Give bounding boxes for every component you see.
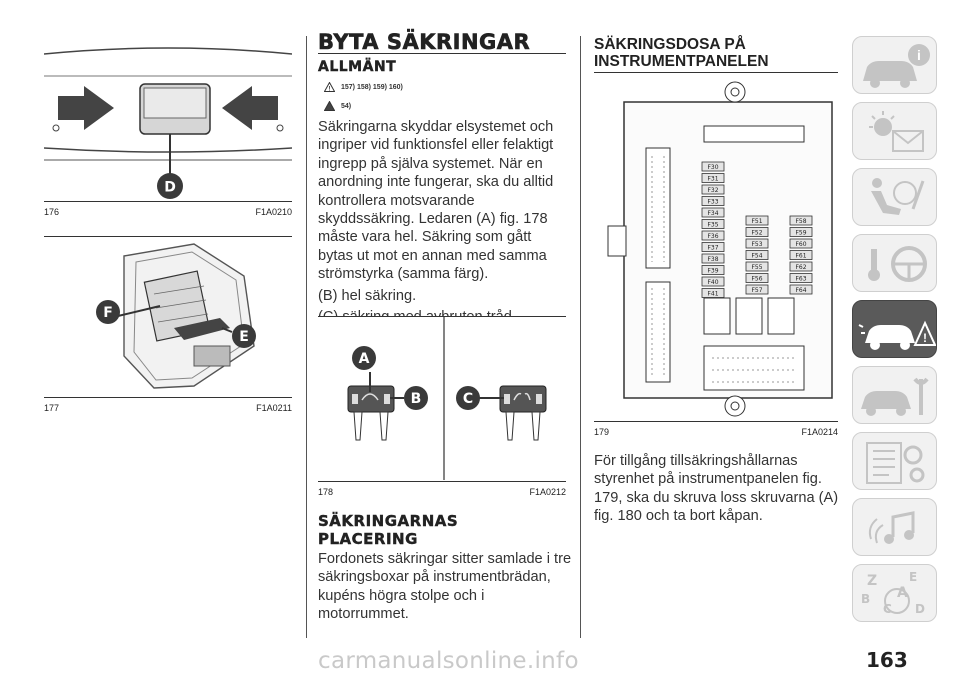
- figure-178-label-c: C: [462, 391, 474, 407]
- svg-text:Z: Z: [867, 573, 878, 589]
- fuse-label: F40: [707, 279, 719, 286]
- svg-text:B: B: [861, 592, 871, 606]
- svg-text:i: i: [917, 47, 921, 63]
- fuse-label: F30: [707, 164, 719, 171]
- svg-text:E: E: [909, 570, 918, 584]
- fuse-label: F59: [795, 229, 807, 237]
- fuse-label: F58: [795, 218, 807, 225]
- figure-178-number: 178: [318, 487, 334, 497]
- warning-references-2: 54): [341, 102, 352, 110]
- section2-title-line1: SÄKRINGARNAS: [318, 512, 459, 530]
- fuse-label: F64: [795, 287, 807, 294]
- page-number: 163: [866, 648, 908, 672]
- figure-178-code: F1A0212: [529, 487, 566, 497]
- fuse-label: F33: [707, 198, 719, 206]
- fuse-column-3: [790, 216, 812, 294]
- fuse-column-2: [746, 216, 768, 294]
- fuse-label: F52: [751, 229, 763, 237]
- airbag-seat-icon: [853, 169, 937, 226]
- lights-message-icon: [853, 103, 937, 160]
- figure-177-label-e: E: [239, 329, 249, 345]
- fuse-label: F38: [707, 256, 719, 263]
- section2-body: [318, 550, 572, 627]
- multimedia-icon: [853, 499, 937, 556]
- svg-text:C: C: [883, 602, 892, 616]
- figure-178: [318, 316, 566, 498]
- figure-179-code: F1A0214: [801, 427, 838, 437]
- figure-179-illustration: [594, 76, 838, 420]
- section2-paragraph: Fordonets säkringar sitter samlade i tre säkringsboxar på instrumentbrädan, kupéns högra stolpe och i motorrummet.: [318, 551, 572, 623]
- section-title-byta-sakringar: BYTA SÄKRINGAR: [318, 30, 531, 54]
- watermark: carmanualsonline.info: [318, 648, 579, 674]
- figure-176-label-d: D: [164, 179, 176, 196]
- figure-178-illustration: [318, 316, 566, 480]
- section1-item-b: (B) hel säkring.: [318, 287, 417, 304]
- fuse-label: F63: [795, 275, 807, 283]
- figure-176-illustration: [44, 36, 292, 200]
- tab-multimedia[interactable]: [852, 498, 937, 556]
- section3-paragraph: För tillgång tillsäkringshållarnas styrenhet på instrumentpanelen fig. 179, ska du skruva loss skruvarna (A) fig. 180 och ta bort kåpan.: [594, 453, 839, 525]
- figure-177: [44, 236, 292, 414]
- tab-index[interactable]: [852, 564, 937, 622]
- tab-maintenance[interactable]: [852, 366, 937, 424]
- emergency-car-icon: [853, 301, 937, 358]
- fuse-blown: [500, 386, 546, 440]
- fuse-label: F39: [707, 267, 719, 275]
- tab-technical-data[interactable]: [852, 432, 937, 490]
- fuse-label: F55: [751, 264, 763, 271]
- fuse-label: F41: [707, 290, 719, 298]
- fuse-label: F62: [795, 264, 807, 271]
- fuse-label: F51: [751, 218, 763, 225]
- caution-triangle-icon: [324, 101, 335, 111]
- figure-176-number: 176: [44, 207, 60, 217]
- figure-178-label-b: B: [410, 391, 422, 407]
- fuse-label: F34: [707, 210, 719, 217]
- figure-179: [594, 76, 838, 438]
- section1-body: [318, 118, 568, 329]
- section3-body: [594, 452, 842, 529]
- car-info-icon: [853, 37, 937, 94]
- section3-title-line1: SÄKRINGSDOSA PÅ: [594, 36, 746, 53]
- section3-title-line2: INSTRUMENTPANELEN: [594, 53, 769, 70]
- tab-emergency[interactable]: [852, 300, 937, 358]
- fuse-label: F36: [707, 233, 719, 240]
- fuse-label: F54: [751, 252, 763, 260]
- fuse-label: F57: [751, 287, 763, 294]
- fuse-label: F56: [751, 275, 763, 283]
- tab-starting-driving[interactable]: [852, 234, 937, 292]
- section2-title-line2: PLACERING: [318, 530, 418, 548]
- alphabetical-index-icon: [853, 565, 937, 622]
- svg-text:D: D: [915, 602, 925, 616]
- tab-car-info[interactable]: [852, 36, 937, 94]
- svg-text:!: !: [328, 86, 331, 92]
- section-title-sakringarnas-placering: [318, 512, 458, 548]
- tab-lights-messages[interactable]: [852, 102, 937, 160]
- settings-list-icon: [853, 433, 937, 490]
- figure-177-illustration: [44, 236, 292, 396]
- figure-177-number: 177: [44, 403, 60, 413]
- svg-text:!: !: [923, 331, 927, 345]
- figure-178-label-a: A: [358, 351, 370, 367]
- fuse-label: F35: [707, 221, 719, 229]
- figure-176-code: F1A0210: [255, 207, 292, 217]
- warning-triangle-icon: [324, 82, 335, 92]
- subsection-title-allmant: ALLMÄNT: [318, 59, 397, 75]
- car-maintenance-icon: [853, 367, 937, 424]
- svg-text:A: A: [897, 585, 908, 601]
- section1-paragraph: Säkringarna skyddar elsystemet och ingriper vid funktionsfel eller felaktigt ingrepp på själva systemet. När en anordning inte fungerar, ska du alltid kontrollera motsvarande skyddssäkring. Ledaren (A) fig. 178 måste vara hel. Säkring som gått bytas ut mot en annan med samma strömstyrka (samma färg).: [318, 119, 554, 283]
- figure-179-number: 179: [594, 427, 610, 437]
- figure-177-code: F1A0211: [256, 403, 292, 413]
- figure-177-label-f: F: [103, 305, 113, 321]
- fuse-label: F61: [795, 252, 807, 260]
- tab-safety[interactable]: [852, 168, 937, 226]
- figure-176: [44, 36, 292, 218]
- warning-references-1: 157) 158) 159) 160): [341, 83, 403, 91]
- fuse-label: F53: [751, 241, 763, 248]
- fuse-intact: [348, 386, 394, 440]
- fuse-label: F32: [707, 187, 719, 194]
- fuse-label: F60: [795, 241, 807, 248]
- key-steering-icon: [853, 235, 937, 292]
- fuse-label: F31: [707, 175, 719, 183]
- fuse-label: F37: [707, 244, 719, 252]
- section-title-sakringsdosa: [594, 36, 769, 70]
